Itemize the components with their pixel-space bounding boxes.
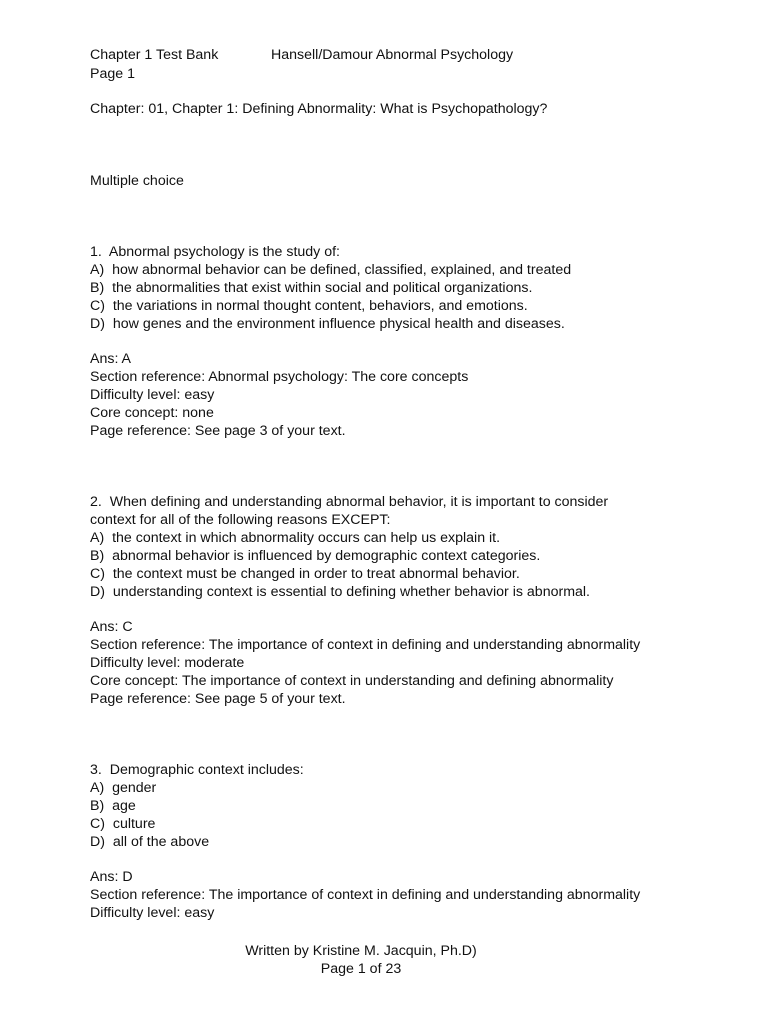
question-1-page-reference: Page reference: See page 3 of your text. xyxy=(90,423,346,439)
question-3-option-d: D) all of the above xyxy=(90,834,210,850)
question-1-option-b: B) the abnormalities that exist within social and political organizations. xyxy=(90,280,533,296)
question-2-option-c: C) the context must be changed in order to treat abnormal behavior. xyxy=(90,566,520,582)
question-2-option-b: B) abnormal behavior is influenced by demographic context categories. xyxy=(90,548,541,564)
question-3-section-reference: Section reference: The importance of context in defining and understanding abnormality xyxy=(90,887,641,903)
question-3-option-c: C) culture xyxy=(90,816,156,832)
question-3-stem: 3. Demographic context includes: xyxy=(90,762,304,778)
question-1-option-c: C) the variations in normal thought content, behaviors, and emotions. xyxy=(90,298,528,314)
question-2-page-reference: Page reference: See page 5 of your text. xyxy=(90,691,346,707)
question-2-stem-line-1: 2. When defining and understanding abnormal behavior, it is important to consider xyxy=(90,494,609,510)
question-2-answer: Ans: C xyxy=(90,619,133,635)
question-2-core-concept: Core concept: The importance of context in understanding and defining abnormality xyxy=(90,673,614,689)
question-2-difficulty: Difficulty level: moderate xyxy=(90,655,245,671)
footer-author: Written by Kristine M. Jacquin, Ph.D) xyxy=(245,943,477,959)
question-1-stem: 1. Abnormal psychology is the study of: xyxy=(90,244,340,260)
question-2-stem-line-2: context for all of the following reasons EXCEPT: xyxy=(90,512,391,528)
question-1-section-reference: Section reference: Abnormal psychology: The core concepts xyxy=(90,369,469,385)
question-1-option-a: A) how abnormal behavior can be defined, classified, explained, and treated xyxy=(90,262,572,278)
question-2-section-reference: Section reference: The importance of context in defining and understanding abnormality xyxy=(90,637,641,653)
section-type-heading: Multiple choice xyxy=(90,173,184,189)
question-1-answer: Ans: A xyxy=(90,351,132,367)
question-3-option-a: A) gender xyxy=(90,780,157,796)
question-1-option-d: D) how genes and the environment influence physical health and diseases. xyxy=(90,316,565,332)
question-3-difficulty: Difficulty level: easy xyxy=(90,905,215,921)
chapter-line: Chapter: 01, Chapter 1: Defining Abnormality: What is Psychopathology? xyxy=(90,101,548,117)
footer-page-number: Page 1 of 23 xyxy=(320,961,402,977)
question-2-option-a: A) the context in which abnormality occurs can help us explain it. xyxy=(90,530,501,546)
question-2-option-d: D) understanding context is essential to defining whether behavior is abnormal. xyxy=(90,584,590,600)
question-3-option-b: B) age xyxy=(90,798,136,814)
header-page-number: Page 1 xyxy=(90,66,135,82)
question-1-core-concept: Core concept: none xyxy=(90,405,214,421)
header-left-title: Chapter 1 Test Bank xyxy=(90,47,219,63)
header-right-title: Hansell/Damour Abnormal Psychology xyxy=(271,47,514,63)
question-1-difficulty: Difficulty level: easy xyxy=(90,387,215,403)
question-3-answer: Ans: D xyxy=(90,869,133,885)
